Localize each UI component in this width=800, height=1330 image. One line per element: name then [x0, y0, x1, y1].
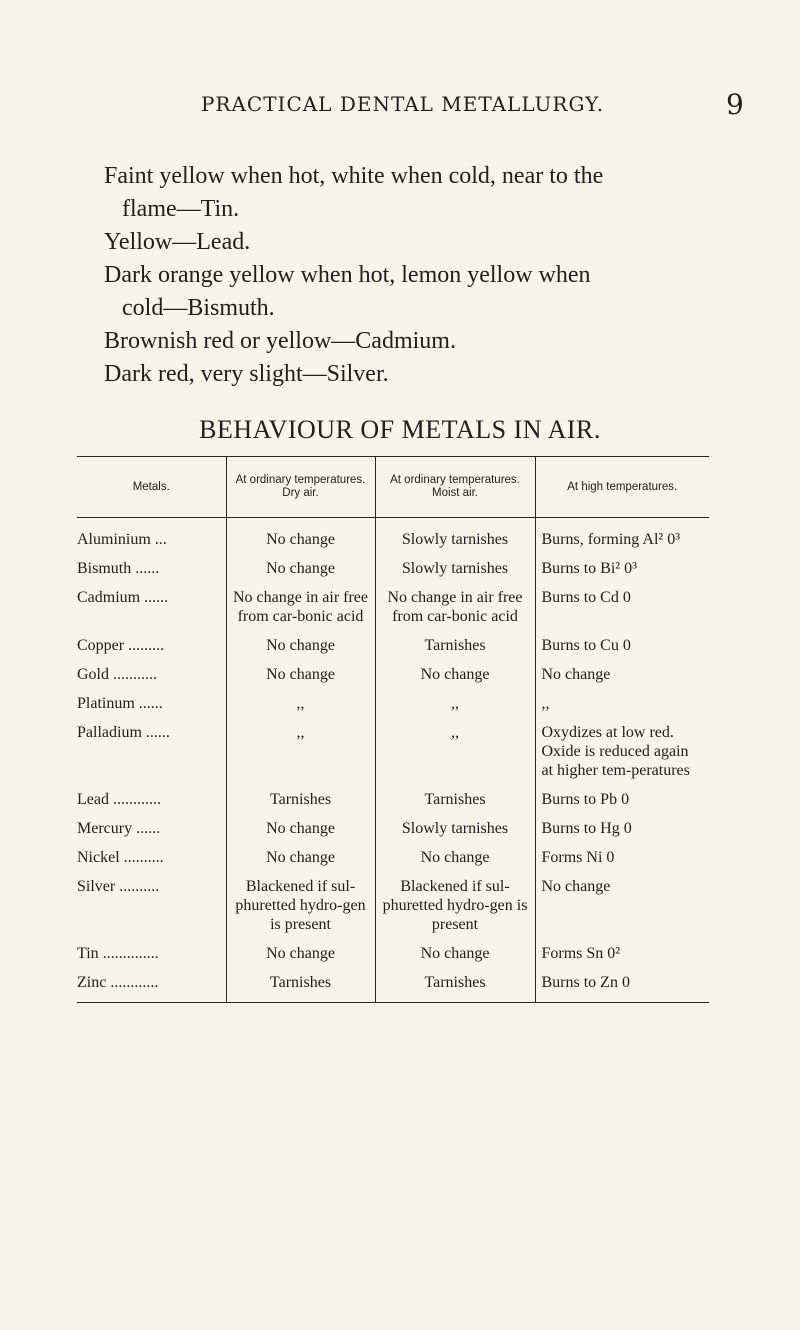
dry-air-cell: No change — [226, 665, 375, 694]
table-row — [77, 944, 709, 973]
dry-air-cell: No change — [226, 559, 375, 588]
high-temp-cell: Burns to Zn 0 — [535, 973, 709, 1003]
metal-name: Gold ........... — [77, 666, 157, 683]
moist-air-cell: Slowly tarnishes — [375, 559, 535, 588]
moist-air-cell: No change — [375, 665, 535, 694]
metal-name: Aluminium ... — [77, 531, 167, 548]
table-row — [77, 559, 709, 588]
dry-air-cell: Blackened if sul-phuretted hydro-gen is present — [226, 877, 375, 944]
metal-name: Platinum ...... — [77, 695, 163, 712]
high-temp-cell: Burns to Pb 0 — [535, 790, 709, 819]
page-header — [0, 88, 800, 132]
table-title: BEHAVIOUR OF METALS IN AIR. — [199, 415, 601, 444]
intro-line: flame—Tin. — [122, 196, 240, 222]
high-temp-cell: Burns to Hg 0 — [535, 819, 709, 848]
running-title: PRACTICAL DENTAL METALLURGY. — [200, 92, 605, 116]
column-header-high-temp: At high temperatures. — [535, 457, 709, 518]
table-row — [77, 848, 709, 877]
dry-air-cell: Tarnishes — [226, 790, 375, 819]
table-row — [77, 588, 709, 636]
moist-air-cell: No change — [375, 944, 535, 973]
metal-name: Silver .......... — [77, 878, 160, 895]
high-temp-cell: Burns, forming Al² 0³ — [535, 518, 709, 560]
metal-name: Lead ............ — [77, 791, 161, 808]
moist-air-cell: No change in air free from car-bonic acid — [375, 588, 535, 636]
dry-air-cell: Tarnishes — [226, 973, 375, 1003]
intro-line: Faint yellow when hot, white when cold, near to the — [104, 163, 604, 189]
dry-air-cell: No change — [226, 819, 375, 848]
metal-name: Mercury ...... — [77, 820, 161, 837]
table-row — [77, 665, 709, 694]
dry-air-cell: ,, — [226, 694, 375, 723]
page-number: 9 — [726, 88, 744, 121]
high-temp-cell: ,, — [535, 694, 709, 723]
intro-line: Dark red, very slight—Silver. — [104, 361, 389, 387]
high-temp-cell: Forms Sn 0² — [535, 944, 709, 973]
moist-air-cell: Tarnishes — [375, 636, 535, 665]
dry-air-cell: No change — [226, 848, 375, 877]
metal-name: Tin .............. — [77, 945, 159, 962]
intro-line: Yellow—Lead. — [104, 229, 251, 255]
dry-air-cell: No change — [226, 944, 375, 973]
table-row — [77, 723, 709, 790]
metal-name: Zinc ............ — [77, 974, 159, 991]
table-row — [77, 973, 709, 1003]
moist-air-cell: ,, — [375, 694, 535, 723]
table-row — [77, 694, 709, 723]
table-row — [77, 636, 709, 665]
table-row — [77, 877, 709, 944]
moist-air-cell: Tarnishes — [375, 790, 535, 819]
dry-air-cell: No change — [226, 518, 375, 560]
high-temp-cell: Burns to Cu 0 — [535, 636, 709, 665]
table-body — [77, 518, 709, 1003]
moist-air-cell: Blackened if sul-phuretted hydro-gen is present — [375, 877, 535, 944]
moist-air-cell: Tarnishes — [375, 973, 535, 1003]
intro-text — [104, 160, 724, 391]
metal-name: Nickel .......... — [77, 849, 164, 866]
moist-air-cell: No change — [375, 848, 535, 877]
table-row — [77, 819, 709, 848]
metal-name: Palladium ...... — [77, 724, 170, 741]
table-header-row — [77, 457, 709, 518]
metal-name: Cadmium ...... — [77, 589, 169, 606]
intro-line: Dark orange yellow when hot, lemon yellow when — [104, 262, 591, 288]
moist-air-cell: Slowly tarnishes — [375, 819, 535, 848]
table-row — [77, 518, 709, 560]
moist-air-cell: ,, — [375, 723, 535, 790]
table-row — [77, 790, 709, 819]
column-header-moist-air: At ordinary temperatures. Moist air. — [375, 457, 535, 518]
high-temp-cell: Burns to Bi² 0³ — [535, 559, 709, 588]
dry-air-cell: No change — [226, 636, 375, 665]
metal-name: Copper ......... — [77, 637, 165, 654]
intro-line: cold—Bismuth. — [122, 295, 275, 321]
dry-air-cell: No change in air free from car-bonic acid — [226, 588, 375, 636]
metals-air-table — [77, 456, 709, 1003]
column-header-dry-air: At ordinary temperatures. Dry air. — [226, 457, 375, 518]
high-temp-cell: Forms Ni 0 — [535, 848, 709, 877]
high-temp-cell: Burns to Cd 0 — [535, 588, 709, 636]
metal-name: Bismuth ...... — [77, 560, 160, 577]
high-temp-cell: No change — [535, 877, 709, 944]
column-header-metals: Metals. — [77, 457, 226, 518]
dry-air-cell: ,, — [226, 723, 375, 790]
moist-air-cell: Slowly tarnishes — [375, 518, 535, 560]
high-temp-cell: Oxydizes at low red. Oxide is reduced again at higher tem-peratures — [535, 723, 709, 790]
intro-line: Brownish red or yellow—Cadmium. — [104, 328, 456, 354]
high-temp-cell: No change — [535, 665, 709, 694]
